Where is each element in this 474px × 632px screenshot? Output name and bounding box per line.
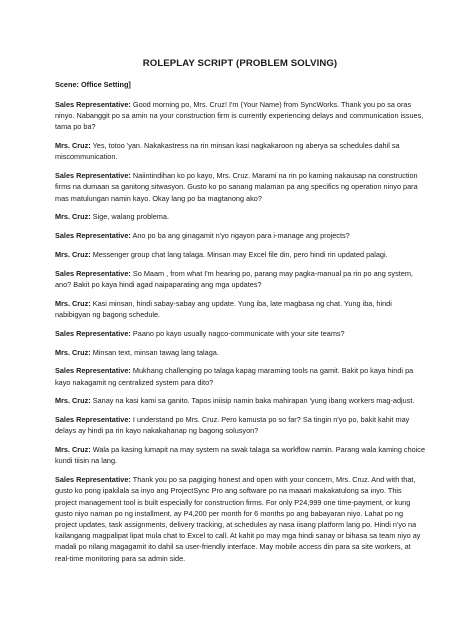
dialogue-turn bbox=[55, 249, 425, 260]
scene-label: Scene: bbox=[55, 80, 79, 89]
turn-text: Wala pa kasing lumapit na may system na swak talaga sa workflow namin. Parang wala kaming choice kundi tiisin na lang. bbox=[55, 445, 426, 466]
scene-value: Office Setting] bbox=[80, 80, 131, 89]
dialogue-turn bbox=[55, 268, 425, 290]
dialogue-turn bbox=[55, 211, 425, 222]
speaker-label: Sales Representative: bbox=[55, 328, 131, 338]
turn-text: Sige, walang problema. bbox=[92, 212, 169, 222]
speaker-label: Sales Representative: bbox=[55, 268, 131, 278]
dialogue-turn bbox=[55, 99, 425, 133]
document-page bbox=[55, 0, 425, 571]
dialogue-turn bbox=[55, 365, 425, 387]
dialogue-turn bbox=[55, 140, 425, 162]
dialogue-turn bbox=[55, 298, 425, 320]
turn-text: Messenger group chat lang talaga. Minsan may Excel file din, pero hindi rin updated palagi. bbox=[92, 250, 388, 259]
turn-text: Thank you po sa pagiging honest and open with your concern, Mrs. Cruz. And with that, gusto ko pong ipakilala sa inyo ang ProjectSync Pro ang software po na maaari makakatulong sa inyo. This project management tool is built especially for construction firms. For only P24,999 one time-payment, or kung gusto niyo naman po ng installment, ay P4,200 per month for 6 months po ang babayaran niyo. Lahat po ng project updates, task assignments, delivery tracking, at schedules ay nasa iisang platform lang po. Hindi n'yo na kailangang magpalipat lipat mula chat to Excel to call. At kahit po may mga hindi sanay or bihasa sa team niyo ay madali po nilang magagamit ito dahil sa user-friendly interface. May mobile access din para sa site workers, at real-time monitoring para sa admin side. bbox=[55, 475, 421, 563]
turn-text: Mukhang challenging po talaga kapag maraming tools na gamit. Bakit po kaya hindi pa kayo nakagamit ng centralized system para dito? bbox=[55, 366, 414, 387]
scene-line bbox=[55, 80, 425, 90]
speaker-label: Sales Representative: bbox=[55, 171, 131, 181]
dialogue-turn bbox=[55, 395, 425, 406]
speaker-label: Sales Representative: bbox=[55, 415, 131, 425]
speaker-label: Sales Representative: bbox=[55, 231, 131, 241]
turn-text: Minsan text, minsan tawag lang talaga. bbox=[92, 347, 219, 357]
speaker-label: Mrs. Cruz: bbox=[55, 396, 91, 406]
speaker-label: Mrs. Cruz: bbox=[55, 347, 91, 357]
turn-text: Yes, totoo 'yan. Nakakastress na rin minsan kasi nagkakaroon ng aberya sa schedules dahil sa miscommunication. bbox=[55, 141, 400, 162]
speaker-label: Mrs. Cruz: bbox=[55, 298, 91, 308]
turn-text: So Maam , from what I'm hearing po, parang may pagka-manual pa rin po ang system, ano? Bakit po kaya hindi agad naipaparating ang mga updates? bbox=[55, 268, 413, 289]
turn-text: Naiintindihan ko po kayo, Mrs. Cruz. Marami na rin po kaming nakausap na construction firms na dumaan sa ganitong sitwasyon. Gusto ko po sanang malaman pa ang specifics ng operation ninyo para mas matulungan namin kayo. Okay lang po ba magtanong ako? bbox=[55, 171, 418, 203]
dialogue-turn bbox=[55, 444, 425, 466]
dialogue-turn bbox=[55, 230, 425, 241]
speaker-label: Sales Representative: bbox=[55, 366, 131, 376]
speaker-label: Sales Representative: bbox=[55, 100, 131, 109]
dialogue-turn bbox=[55, 347, 425, 358]
turn-text: Good morning po, Mrs. Cruz! I'm (Your Name) from SyncWorks. Thank you po sa oras ninyo. Nabanggit po sa amin na your construction firm is currently experiencing delays and communication issues, tama po ba? bbox=[55, 100, 424, 132]
turn-text: Kasi minsan, hindi sabay-sabay ang update. Yung iba, late magbasa ng chat. Yung iba, hindi nabibigyan ng bagong schedule. bbox=[55, 298, 392, 319]
speaker-label: Mrs. Cruz: bbox=[55, 212, 91, 222]
speaker-label: Mrs. Cruz: bbox=[55, 250, 91, 259]
speaker-label: Sales Representative: bbox=[55, 475, 131, 485]
speaker-label: Mrs. Cruz: bbox=[55, 141, 91, 151]
turn-text: Sanay na kasi kami sa ganito. Tapos iniisip namin baka mahirapan 'yung ibang workers mag-adjust. bbox=[92, 396, 415, 406]
dialogue-turn bbox=[55, 170, 425, 204]
turn-text: Ano po ba ang ginagamit n'yo ngayon para i-manage ang projects? bbox=[132, 231, 350, 241]
turn-text: Paano po kayo usually nagco-communicate with your site teams? bbox=[132, 328, 345, 338]
dialogue-turn bbox=[55, 474, 425, 564]
dialogue-turn bbox=[55, 414, 425, 436]
dialogue bbox=[55, 99, 425, 564]
document-title: ROLEPLAY SCRIPT (PROBLEM SOLVING) bbox=[142, 58, 338, 69]
dialogue-turn bbox=[55, 328, 425, 339]
turn-text: I understand po Mrs. Cruz. Pero kamusta po so far? Sa tingin n'yo po, bakit kahit may delays ay hindi pa rin kayo nakakahanap ng bagong solusyon? bbox=[55, 415, 410, 436]
speaker-label: Mrs. Cruz: bbox=[55, 445, 91, 455]
